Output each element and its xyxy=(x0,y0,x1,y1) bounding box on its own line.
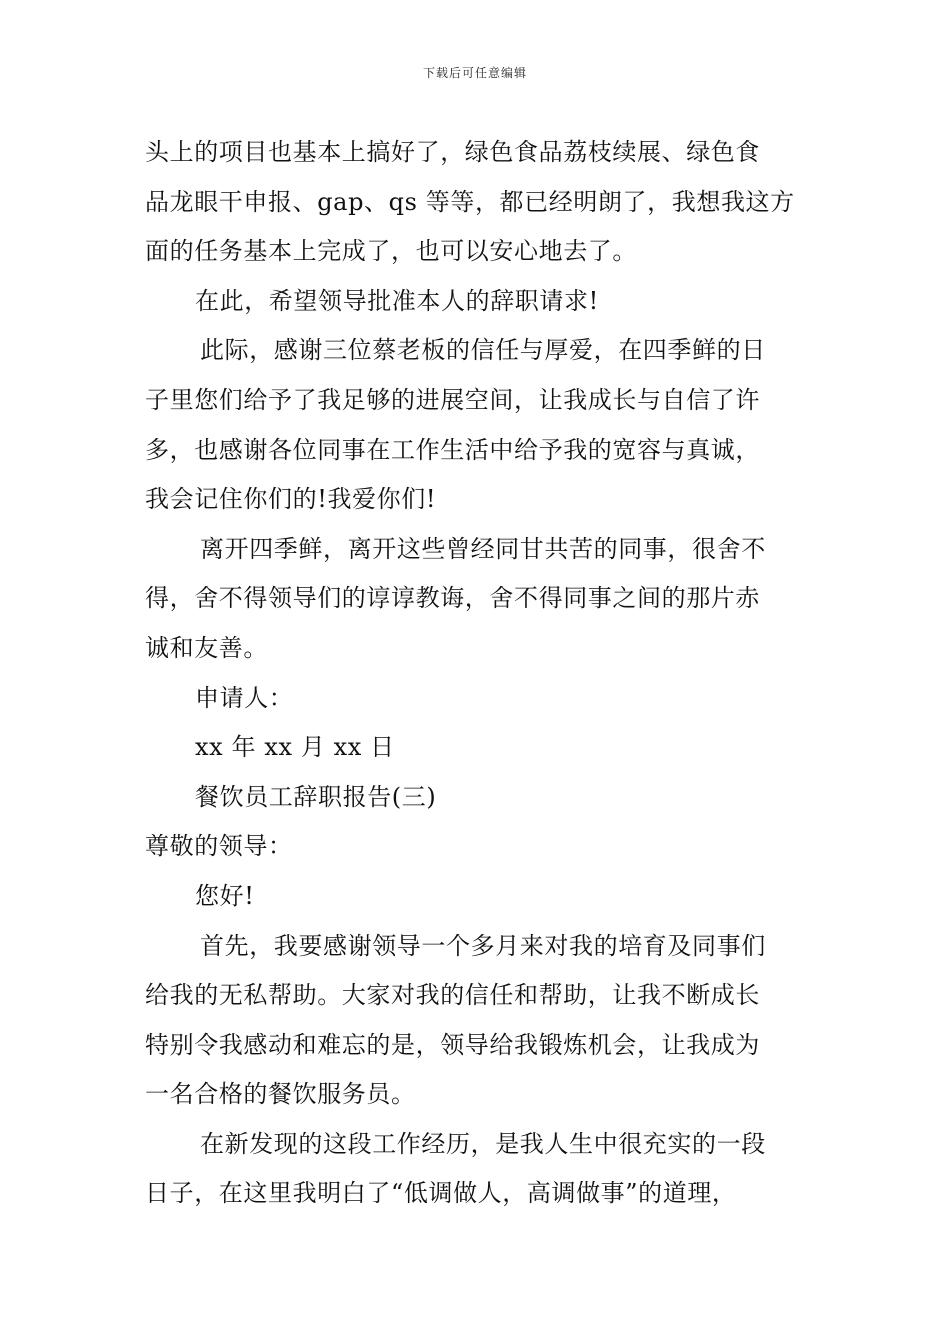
text-line: 多，也感谢各位同事在工作生活中给予我的宽容与真诚， xyxy=(145,435,760,464)
applicant-label: 申请人： xyxy=(195,683,294,712)
text-line: 特别令我感动和难忘的是，领导给我锻炼机会，让我成为 xyxy=(145,1030,760,1059)
section-title: 餐饮员工辞职报告(三) xyxy=(195,782,437,811)
text-line: 在此，希望领导批准本人的辞职请求! xyxy=(195,286,599,315)
document-body xyxy=(145,128,810,1219)
greeting: 您好! xyxy=(195,881,255,910)
page-header-note: 下载后可任意编辑 xyxy=(422,66,527,80)
text-line: 头上的项目也基本上搞好了，绿色食品荔枝续展、绿色食 xyxy=(145,138,760,166)
text-line: 诚和友善。 xyxy=(145,633,268,662)
salutation: 尊敬的领导： xyxy=(145,832,293,861)
text-line: 得，舍不得领导们的谆谆教诲，舍不得同事之间的那片赤 xyxy=(145,584,760,613)
text-line: 离开四季鲜，离开这些曾经同甘共苦的同事，很舍不 xyxy=(200,534,766,563)
text-line: 在新发现的这段工作经历，是我人生中很充实的一段 xyxy=(200,1129,766,1158)
text-line: 一名合格的餐饮服务员。 xyxy=(145,1080,416,1109)
text-line: 品龙眼干申报、gap、qs 等等，都已经明朗了，我想我这方 xyxy=(145,187,795,216)
text-line: 子里您们给予了我足够的进展空间，让我成长与自信了许 xyxy=(145,385,760,414)
text-line: 面的任务基本上完成了，也可以安心地去了。 xyxy=(145,237,637,266)
text-line: 首先，我要感谢领导一个多月来对我的培育及同事们 xyxy=(200,931,766,960)
date-line: xx 年 xx 月 xx 日 xyxy=(195,733,395,762)
text-line: 此际，感谢三位蔡老板的信任与厚爱，在四季鲜的日 xyxy=(200,336,766,365)
text-line: 我会记住你们的!我爱你们! xyxy=(145,485,437,514)
text-line: 给我的无私帮助。大家对我的信任和帮助，让我不断成长 xyxy=(145,981,760,1010)
text-line: 日子，在这里我明白了“低调做人，高调做事”的道理， xyxy=(145,1179,737,1208)
